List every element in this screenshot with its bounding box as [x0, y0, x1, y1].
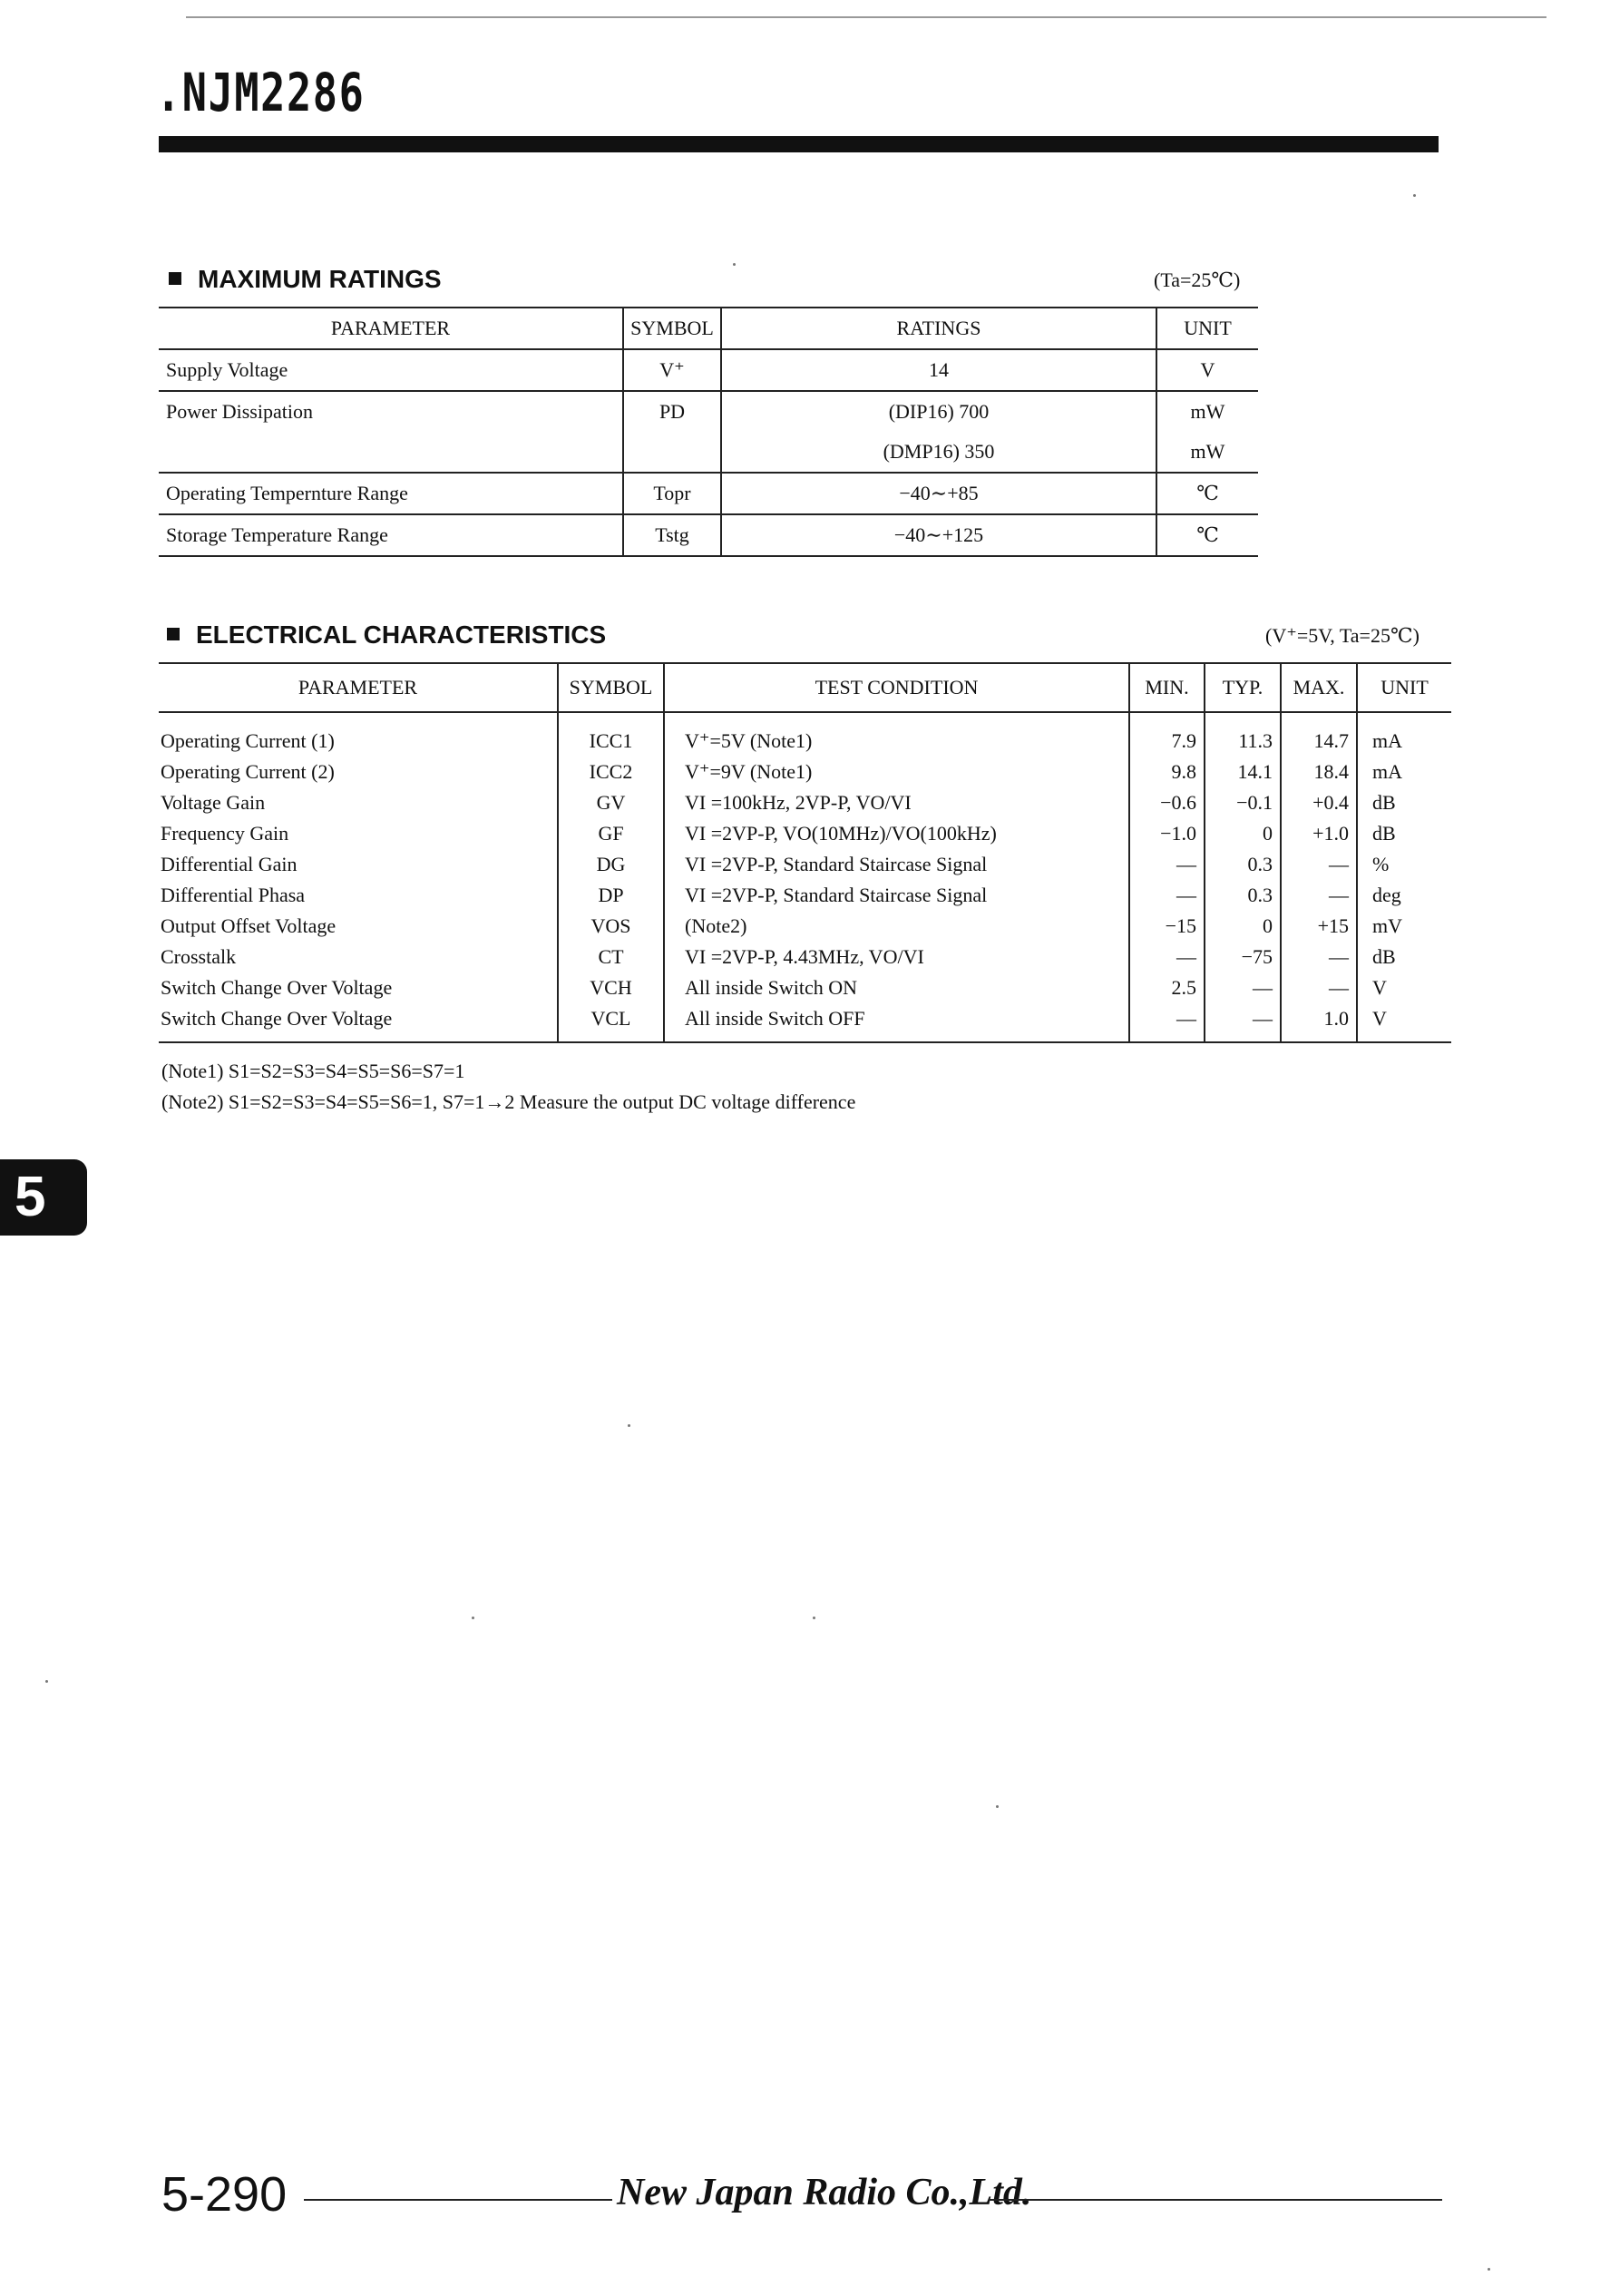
symbol-cell: VOS	[558, 911, 664, 942]
table-row	[159, 849, 1451, 880]
table-row	[159, 1003, 1451, 1042]
typ-cell: −0.1	[1205, 787, 1281, 818]
table-header-row	[159, 308, 1258, 349]
rating-cell: (DMP16) 350	[721, 432, 1156, 473]
symbol-cell: ICC1	[558, 712, 664, 757]
parameter-cell: Operating Current (2)	[161, 760, 335, 783]
min-cell: −1.0	[1129, 818, 1205, 849]
scan-speck	[472, 1617, 474, 1619]
symbol-cell: DG	[558, 849, 664, 880]
symbol-cell: PD	[623, 391, 721, 432]
condition-cell: (Note2)	[664, 911, 1129, 942]
unit-cell: mW	[1156, 391, 1258, 432]
column-header: MAX.	[1281, 663, 1357, 712]
typ-cell: 0.3	[1205, 849, 1281, 880]
condition-cell: VI =100kHz, 2VP-P, VO/VI	[664, 787, 1129, 818]
table-row	[159, 880, 1451, 911]
condition-cell: All inside Switch ON	[664, 972, 1129, 1003]
unit-cell: V	[1357, 972, 1451, 1003]
parameter-cell: Differential Phasa	[161, 884, 306, 906]
unit-cell: mA	[1357, 757, 1451, 787]
symbol-cell: Tstg	[623, 514, 721, 556]
condition-cell: All inside Switch OFF	[664, 1003, 1129, 1042]
typ-cell: 11.3	[1205, 712, 1281, 757]
table-header-row	[159, 663, 1451, 712]
parameter-cell: Switch Change Over Voltage	[161, 976, 393, 999]
unit-cell: dB	[1357, 787, 1451, 818]
parameter-cell: Operating Tempernture Range	[159, 473, 623, 514]
column-header: RATINGS	[721, 308, 1156, 349]
parameter-cell: Operating Current (1)	[161, 729, 335, 752]
column-header: MIN.	[1129, 663, 1205, 712]
max-ratings-table	[159, 307, 1258, 557]
max-cell: 14.7	[1281, 712, 1357, 757]
scan-speck	[628, 1424, 630, 1427]
square-bullet-icon	[169, 272, 181, 285]
typ-cell: 0	[1205, 818, 1281, 849]
scan-speck	[996, 1805, 999, 1808]
max-ratings-condition: (Ta=25℃)	[1154, 269, 1241, 291]
column-header: SYMBOL	[623, 308, 721, 349]
parameter-cell: Differential Gain	[161, 853, 298, 875]
typ-cell: −75	[1205, 942, 1281, 972]
max-cell: —	[1281, 880, 1357, 911]
symbol-cell: GV	[558, 787, 664, 818]
parameter-cell: Output Offset Voltage	[161, 914, 337, 937]
max-cell: —	[1281, 972, 1357, 1003]
table-row	[159, 818, 1451, 849]
table-row	[159, 432, 1258, 473]
max-cell: +15	[1281, 911, 1357, 942]
table-row	[159, 712, 1451, 757]
min-cell: 7.9	[1129, 712, 1205, 757]
symbol-cell: ICC2	[558, 757, 664, 787]
column-header: UNIT	[1156, 308, 1258, 349]
unit-cell: dB	[1357, 942, 1451, 972]
unit-cell: ℃	[1156, 473, 1258, 514]
table-row	[159, 972, 1451, 1003]
typ-cell: 0.3	[1205, 880, 1281, 911]
typ-cell: —	[1205, 1003, 1281, 1042]
unit-cell: %	[1357, 849, 1451, 880]
table-row	[159, 942, 1451, 972]
table-row	[159, 391, 1258, 432]
condition-cell: V⁺=9V (Note1)	[664, 757, 1129, 787]
footer-rule-right	[989, 2199, 1442, 2201]
typ-cell: —	[1205, 972, 1281, 1003]
min-cell: —	[1129, 942, 1205, 972]
parameter-cell: Storage Temperature Range	[159, 514, 623, 556]
condition-cell: VI =2VP-P, Standard Staircase Signal	[664, 880, 1129, 911]
unit-cell: dB	[1357, 818, 1451, 849]
unit-cell: mA	[1357, 712, 1451, 757]
condition-cell: VI =2VP-P, VO(10MHz)/VO(100kHz)	[664, 818, 1129, 849]
condition-cell: V⁺=5V (Note1)	[664, 712, 1129, 757]
symbol-cell: V⁺	[623, 349, 721, 391]
max-cell: —	[1281, 849, 1357, 880]
parameter-cell: Crosstalk	[161, 945, 237, 968]
column-header: TYP.	[1205, 663, 1281, 712]
min-cell: —	[1129, 849, 1205, 880]
page-number: 5-290	[161, 2167, 288, 2222]
unit-cell: mW	[1156, 432, 1258, 473]
min-cell: —	[1129, 880, 1205, 911]
footer-rule-left	[304, 2199, 612, 2201]
electrical-table	[159, 662, 1451, 1043]
column-header: UNIT	[1357, 663, 1451, 712]
scan-speck	[733, 263, 736, 266]
parameter-cell: Supply Voltage	[159, 349, 623, 391]
table-row	[159, 757, 1451, 787]
part-number: .NJM2286	[156, 62, 366, 123]
unit-cell: ℃	[1156, 514, 1258, 556]
header-bar	[159, 136, 1439, 152]
section-tab: 5	[0, 1159, 87, 1236]
table-row	[159, 514, 1258, 556]
unit-cell: V	[1156, 349, 1258, 391]
column-header: SYMBOL	[558, 663, 664, 712]
table-row	[159, 473, 1258, 514]
min-cell: 9.8	[1129, 757, 1205, 787]
min-cell: −15	[1129, 911, 1205, 942]
unit-cell: deg	[1357, 880, 1451, 911]
scan-speck	[1488, 2268, 1490, 2271]
symbol-cell: DP	[558, 880, 664, 911]
rating-cell: 14	[721, 349, 1156, 391]
electrical-condition: (V⁺=5V, Ta=25℃)	[1265, 624, 1420, 647]
table-row	[159, 787, 1451, 818]
typ-cell: 14.1	[1205, 757, 1281, 787]
condition-cell: VI =2VP-P, 4.43MHz, VO/VI	[664, 942, 1129, 972]
max-cell: 18.4	[1281, 757, 1357, 787]
company-logo: New Japan Radio Co.,Ltd.	[617, 2172, 1032, 2213]
scan-speck	[813, 1617, 815, 1619]
unit-cell: mV	[1357, 911, 1451, 942]
symbol-cell: Topr	[623, 473, 721, 514]
symbol-cell	[623, 432, 721, 473]
max-ratings-title: MAXIMUM RATINGS	[169, 265, 442, 294]
column-header: PARAMETER	[159, 308, 623, 349]
scan-speck	[45, 1680, 48, 1683]
min-cell: 2.5	[1129, 972, 1205, 1003]
max-cell: 1.0	[1281, 1003, 1357, 1042]
parameter-cell: Frequency Gain	[161, 822, 289, 845]
rating-cell: −40∼+125	[721, 514, 1156, 556]
parameter-cell	[159, 432, 623, 473]
max-cell: —	[1281, 942, 1357, 972]
parameter-cell: Switch Change Over Voltage	[159, 1003, 558, 1042]
rating-cell: (DIP16) 700	[721, 391, 1156, 432]
rating-cell: −40∼+85	[721, 473, 1156, 514]
scan-speck	[1413, 194, 1416, 197]
note-1: (Note1) S1=S2=S3=S4=S5=S6=S7=1	[161, 1060, 465, 1082]
symbol-cell: VCH	[558, 972, 664, 1003]
table-row	[159, 349, 1258, 391]
min-cell: —	[1129, 1003, 1205, 1042]
condition-cell: VI =2VP-P, Standard Staircase Signal	[664, 849, 1129, 880]
unit-cell: V	[1357, 1003, 1451, 1042]
table-row	[159, 911, 1451, 942]
typ-cell: 0	[1205, 911, 1281, 942]
max-cell: +0.4	[1281, 787, 1357, 818]
electrical-title: ELECTRICAL CHARACTERISTICS	[167, 620, 606, 650]
parameter-cell: Voltage Gain	[161, 791, 266, 814]
symbol-cell: GF	[558, 818, 664, 849]
square-bullet-icon	[167, 628, 180, 640]
max-cell: +1.0	[1281, 818, 1357, 849]
column-header: PARAMETER	[159, 663, 558, 712]
column-header: TEST CONDITION	[664, 663, 1129, 712]
electrical-table-body	[159, 712, 1451, 1042]
symbol-cell: CT	[558, 942, 664, 972]
note-2: (Note2) S1=S2=S3=S4=S5=S6=1, S7=1→2 Measure the output DC voltage difference	[161, 1090, 856, 1113]
parameter-cell: Power Dissipation	[166, 400, 313, 423]
min-cell: −0.6	[1129, 787, 1205, 818]
symbol-cell: VCL	[558, 1003, 664, 1042]
top-rule	[186, 16, 1546, 18]
